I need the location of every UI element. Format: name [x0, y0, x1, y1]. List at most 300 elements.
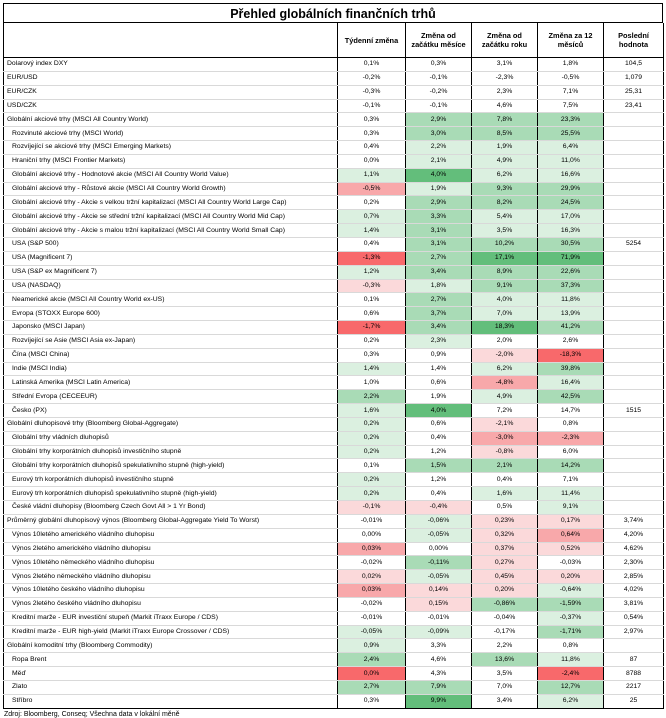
- table-row: [4, 348, 664, 362]
- ytd-change-cell: 4,9%: [472, 390, 538, 404]
- ytd-change-cell: -0,86%: [472, 597, 538, 611]
- last-value-cell: 2,97%: [604, 625, 664, 639]
- weekly-change-cell: -1,3%: [338, 251, 406, 265]
- weekly-change-cell: 0,2%: [338, 431, 406, 445]
- header-row: [4, 23, 664, 58]
- weekly-change-cell: 1,4%: [338, 224, 406, 238]
- header-12m-change: Změna za 12 měsíců: [538, 23, 604, 58]
- last-value-cell: 2,30%: [604, 556, 664, 570]
- 12m-change-cell: 6,0%: [538, 445, 604, 459]
- mtd-change-cell: 0,6%: [406, 417, 472, 431]
- row-label: Globální akciové trhy - Hodnotové akcie (MSCI All Country World Value): [4, 168, 338, 182]
- 12m-change-cell: -0,5%: [538, 71, 604, 85]
- last-value-cell: [604, 127, 664, 141]
- 12m-change-cell: 6,4%: [538, 141, 604, 155]
- 12m-change-cell: 71,9%: [538, 251, 604, 265]
- markets-table: [3, 23, 664, 709]
- table-row: [4, 210, 664, 224]
- table-row: [4, 528, 664, 542]
- table-row: [4, 71, 664, 85]
- report-container: [3, 3, 663, 718]
- header-mtd-change: Změna od začátku měsíce: [406, 23, 472, 58]
- ytd-change-cell: -2,3%: [472, 71, 538, 85]
- weekly-change-cell: 2,7%: [338, 680, 406, 694]
- ytd-change-cell: -4,8%: [472, 376, 538, 390]
- table-row: [4, 85, 664, 99]
- ytd-change-cell: 0,27%: [472, 556, 538, 570]
- 12m-change-cell: -1,71%: [538, 625, 604, 639]
- table-row: [4, 293, 664, 307]
- ytd-change-cell: 5,4%: [472, 210, 538, 224]
- row-label: Evropa (STOXX Europe 600): [4, 307, 338, 321]
- weekly-change-cell: -0,1%: [338, 501, 406, 515]
- last-value-cell: 3,74%: [604, 514, 664, 528]
- row-label: Globální akciové trhy - Akcie se střední tržní kapitalizací (MSCI All Country World Mid Cap): [4, 210, 338, 224]
- 12m-change-cell: 0,52%: [538, 542, 604, 556]
- mtd-change-cell: 3,4%: [406, 265, 472, 279]
- weekly-change-cell: -1,7%: [338, 321, 406, 335]
- weekly-change-cell: 0,2%: [338, 473, 406, 487]
- ytd-change-cell: 1,6%: [472, 487, 538, 501]
- weekly-change-cell: 0,03%: [338, 584, 406, 598]
- 12m-change-cell: 7,1%: [538, 473, 604, 487]
- weekly-change-cell: -0,02%: [338, 556, 406, 570]
- row-label: Kreditní marže - EUR investiční stupeň (Markit iTraxx Europe / CDS): [4, 611, 338, 625]
- last-value-cell: [604, 417, 664, 431]
- last-value-cell: [604, 182, 664, 196]
- weekly-change-cell: -0,1%: [338, 99, 406, 113]
- ytd-change-cell: 6,2%: [472, 362, 538, 376]
- mtd-change-cell: -0,11%: [406, 556, 472, 570]
- weekly-change-cell: 0,4%: [338, 237, 406, 251]
- source-note: Zdroj: Bloomberg, Conseq; Všechna data v lokální měně: [4, 710, 180, 718]
- last-value-cell: 23,41: [604, 99, 664, 113]
- row-label: Střední Evropa (CECEEUR): [4, 390, 338, 404]
- ytd-change-cell: -0,04%: [472, 611, 538, 625]
- row-label: Hraniční trhy (MSCI Frontier Markets): [4, 154, 338, 168]
- 12m-change-cell: 42,5%: [538, 390, 604, 404]
- ytd-change-cell: 13,6%: [472, 653, 538, 667]
- row-label: Eurový trh korporátních dluhopisů investičního stupně: [4, 473, 338, 487]
- mtd-change-cell: 4,6%: [406, 653, 472, 667]
- weekly-change-cell: 1,2%: [338, 265, 406, 279]
- mtd-change-cell: -0,1%: [406, 99, 472, 113]
- last-value-cell: [604, 321, 664, 335]
- ytd-change-cell: 2,0%: [472, 334, 538, 348]
- last-value-cell: [604, 459, 664, 473]
- last-value-cell: [604, 487, 664, 501]
- header-ytd-change: Změna od začátku roku: [472, 23, 538, 58]
- ytd-change-cell: -2,0%: [472, 348, 538, 362]
- table-row: [4, 58, 664, 72]
- ytd-change-cell: 7,2%: [472, 404, 538, 418]
- row-label: Výnos 10letého amerického vládního dluhopisu: [4, 528, 338, 542]
- weekly-change-cell: 0,03%: [338, 542, 406, 556]
- 12m-change-cell: 0,20%: [538, 570, 604, 584]
- weekly-change-cell: 0,9%: [338, 639, 406, 653]
- last-value-cell: [604, 196, 664, 210]
- weekly-change-cell: 2,2%: [338, 390, 406, 404]
- last-value-cell: 1,079: [604, 71, 664, 85]
- ytd-change-cell: -0,17%: [472, 625, 538, 639]
- row-label: Rozvíjející se Asie (MSCI Asia ex-Japan): [4, 334, 338, 348]
- weekly-change-cell: 0,2%: [338, 334, 406, 348]
- ytd-change-cell: 4,6%: [472, 99, 538, 113]
- table-row: [4, 307, 664, 321]
- weekly-change-cell: 0,1%: [338, 58, 406, 72]
- row-label: Latinská Amerika (MSCI Latin America): [4, 376, 338, 390]
- 12m-change-cell: 7,5%: [538, 99, 604, 113]
- ytd-change-cell: 2,3%: [472, 85, 538, 99]
- mtd-change-cell: 3,0%: [406, 127, 472, 141]
- ytd-change-cell: 0,32%: [472, 528, 538, 542]
- row-label: Výnos 10letého německého vládního dluhopisu: [4, 556, 338, 570]
- mtd-change-cell: 4,0%: [406, 404, 472, 418]
- last-value-cell: 2,85%: [604, 570, 664, 584]
- ytd-change-cell: 3,5%: [472, 224, 538, 238]
- ytd-change-cell: 4,0%: [472, 293, 538, 307]
- last-value-cell: [604, 113, 664, 127]
- page-title: Přehled globálních finančních trhů: [3, 3, 663, 23]
- last-value-cell: 3,81%: [604, 597, 664, 611]
- weekly-change-cell: 0,2%: [338, 196, 406, 210]
- table-row: [4, 196, 664, 210]
- ytd-change-cell: -0,8%: [472, 445, 538, 459]
- row-label: USA (S&P ex Magnificent 7): [4, 265, 338, 279]
- table-row: [4, 611, 664, 625]
- table-row: [4, 404, 664, 418]
- mtd-change-cell: -0,2%: [406, 85, 472, 99]
- row-label: Globální trhy korporátních dluhopisů investičního stupně: [4, 445, 338, 459]
- mtd-change-cell: 0,6%: [406, 376, 472, 390]
- ytd-change-cell: 17,1%: [472, 251, 538, 265]
- table-row: [4, 694, 664, 708]
- 12m-change-cell: 41,2%: [538, 321, 604, 335]
- weekly-change-cell: 0,6%: [338, 307, 406, 321]
- last-value-cell: [604, 334, 664, 348]
- weekly-change-cell: 0,3%: [338, 694, 406, 708]
- table-row: [4, 182, 664, 196]
- ytd-change-cell: 9,1%: [472, 279, 538, 293]
- weekly-change-cell: 0,4%: [338, 141, 406, 155]
- ytd-change-cell: 3,4%: [472, 694, 538, 708]
- table-row: [4, 141, 664, 155]
- ytd-change-cell: 6,2%: [472, 168, 538, 182]
- ytd-change-cell: 0,4%: [472, 473, 538, 487]
- weekly-change-cell: 0,0%: [338, 154, 406, 168]
- weekly-change-cell: 0,2%: [338, 417, 406, 431]
- ytd-change-cell: 7,8%: [472, 113, 538, 127]
- mtd-change-cell: -0,05%: [406, 528, 472, 542]
- last-value-cell: [604, 390, 664, 404]
- last-value-cell: [604, 348, 664, 362]
- row-label: Globální komoditní trhy (Bloomberg Commodity): [4, 639, 338, 653]
- ytd-change-cell: 0,23%: [472, 514, 538, 528]
- 12m-change-cell: 11,8%: [538, 653, 604, 667]
- row-label: Globální akciové trhy (MSCI All Country World): [4, 113, 338, 127]
- ytd-change-cell: 8,2%: [472, 196, 538, 210]
- ytd-change-cell: 0,45%: [472, 570, 538, 584]
- 12m-change-cell: 11,8%: [538, 293, 604, 307]
- mtd-change-cell: 3,3%: [406, 210, 472, 224]
- last-value-cell: [604, 265, 664, 279]
- header-last-value: Poslední hodnota: [604, 23, 664, 58]
- row-label: Neamerické akcie (MSCI All Country World ex-US): [4, 293, 338, 307]
- 12m-change-cell: 0,17%: [538, 514, 604, 528]
- weekly-change-cell: 1,6%: [338, 404, 406, 418]
- row-label: Globální akciové trhy - Akcie s malou tržní kapitalizací (MSCI All Country World Small Cap): [4, 224, 338, 238]
- last-value-cell: [604, 639, 664, 653]
- mtd-change-cell: 1,5%: [406, 459, 472, 473]
- last-value-cell: 1515: [604, 404, 664, 418]
- 12m-change-cell: 0,8%: [538, 639, 604, 653]
- ytd-change-cell: 3,5%: [472, 667, 538, 681]
- table-row: [4, 168, 664, 182]
- 12m-change-cell: 9,1%: [538, 501, 604, 515]
- 12m-change-cell: -1,59%: [538, 597, 604, 611]
- row-label: Globální dluhopisové trhy (Bloomberg Global-Aggregate): [4, 417, 338, 431]
- 12m-change-cell: 14,2%: [538, 459, 604, 473]
- table-row: [4, 487, 664, 501]
- weekly-change-cell: 0,02%: [338, 570, 406, 584]
- 12m-change-cell: 11,0%: [538, 154, 604, 168]
- table-row: [4, 514, 664, 528]
- last-value-cell: [604, 210, 664, 224]
- mtd-change-cell: 3,1%: [406, 224, 472, 238]
- row-label: Dolarový index DXY: [4, 58, 338, 72]
- weekly-change-cell: -0,2%: [338, 71, 406, 85]
- last-value-cell: [604, 154, 664, 168]
- table-row: [4, 473, 664, 487]
- row-label: USA (NASDAQ): [4, 279, 338, 293]
- table-row: [4, 570, 664, 584]
- table-row: [4, 639, 664, 653]
- table-row: [4, 542, 664, 556]
- table-row: [4, 597, 664, 611]
- table-row: [4, 154, 664, 168]
- row-label: Čína (MSCI China): [4, 348, 338, 362]
- mtd-change-cell: 9,9%: [406, 694, 472, 708]
- table-row: [4, 390, 664, 404]
- 12m-change-cell: -2,4%: [538, 667, 604, 681]
- 12m-change-cell: -0,37%: [538, 611, 604, 625]
- row-label: Globální trhy vládních dluhopisů: [4, 431, 338, 445]
- ytd-change-cell: 0,20%: [472, 584, 538, 598]
- weekly-change-cell: 0,1%: [338, 293, 406, 307]
- row-label: Globální akciové trhy - Akcie s velkou tržní kapitalizací (MSCI All Country World Large Cap): [4, 196, 338, 210]
- mtd-change-cell: -0,05%: [406, 570, 472, 584]
- weekly-change-cell: 1,0%: [338, 376, 406, 390]
- table-row: [4, 417, 664, 431]
- last-value-cell: 8788: [604, 667, 664, 681]
- last-value-cell: [604, 251, 664, 265]
- 12m-change-cell: 39,8%: [538, 362, 604, 376]
- table-row: [4, 224, 664, 238]
- 12m-change-cell: -0,03%: [538, 556, 604, 570]
- 12m-change-cell: 6,2%: [538, 694, 604, 708]
- ytd-change-cell: 3,1%: [472, 58, 538, 72]
- row-label: EUR/USD: [4, 71, 338, 85]
- 12m-change-cell: 11,4%: [538, 487, 604, 501]
- 12m-change-cell: -2,3%: [538, 431, 604, 445]
- mtd-change-cell: 2,2%: [406, 141, 472, 155]
- table-row: [4, 459, 664, 473]
- mtd-change-cell: 3,4%: [406, 321, 472, 335]
- ytd-change-cell: -3,0%: [472, 431, 538, 445]
- mtd-change-cell: 3,1%: [406, 237, 472, 251]
- weekly-change-cell: -0,01%: [338, 611, 406, 625]
- table-row: [4, 653, 664, 667]
- mtd-change-cell: -0,01%: [406, 611, 472, 625]
- ytd-change-cell: 9,3%: [472, 182, 538, 196]
- ytd-change-cell: 7,0%: [472, 680, 538, 694]
- last-value-cell: [604, 307, 664, 321]
- mtd-change-cell: 0,3%: [406, 58, 472, 72]
- header-weekly-change: Týdenní změna: [338, 23, 406, 58]
- weekly-change-cell: 2,4%: [338, 653, 406, 667]
- ytd-change-cell: 0,37%: [472, 542, 538, 556]
- row-label: Zlato: [4, 680, 338, 694]
- 12m-change-cell: 14,7%: [538, 404, 604, 418]
- weekly-change-cell: -0,05%: [338, 625, 406, 639]
- 12m-change-cell: 7,1%: [538, 85, 604, 99]
- table-row: [4, 501, 664, 515]
- 12m-change-cell: -18,3%: [538, 348, 604, 362]
- ytd-change-cell: 8,9%: [472, 265, 538, 279]
- weekly-change-cell: 0,1%: [338, 459, 406, 473]
- row-label: USA (S&P 500): [4, 237, 338, 251]
- table-row: [4, 556, 664, 570]
- ytd-change-cell: -2,1%: [472, 417, 538, 431]
- table-row: [4, 376, 664, 390]
- table-row: [4, 99, 664, 113]
- 12m-change-cell: 0,64%: [538, 528, 604, 542]
- row-label: Globální akciové trhy - Růstové akcie (MSCI All Country World Growth): [4, 182, 338, 196]
- last-value-cell: [604, 362, 664, 376]
- mtd-change-cell: -0,09%: [406, 625, 472, 639]
- ytd-change-cell: 2,2%: [472, 639, 538, 653]
- mtd-change-cell: 4,0%: [406, 168, 472, 182]
- last-value-cell: 25,31: [604, 85, 664, 99]
- weekly-change-cell: 0,0%: [338, 667, 406, 681]
- table-row: [4, 362, 664, 376]
- mtd-change-cell: 2,3%: [406, 334, 472, 348]
- 12m-change-cell: 2,6%: [538, 334, 604, 348]
- table-row: [4, 321, 664, 335]
- weekly-change-cell: -0,5%: [338, 182, 406, 196]
- table-row: [4, 237, 664, 251]
- weekly-change-cell: 0,00%: [338, 528, 406, 542]
- row-label: Indie (MSCI India): [4, 362, 338, 376]
- last-value-cell: 4,62%: [604, 542, 664, 556]
- weekly-change-cell: 0,7%: [338, 210, 406, 224]
- mtd-change-cell: 0,9%: [406, 348, 472, 362]
- last-value-cell: [604, 445, 664, 459]
- 12m-change-cell: 16,3%: [538, 224, 604, 238]
- row-label: České vládní dluhopisy (Bloomberg Czech Govt All > 1 Yr Bond): [4, 501, 338, 515]
- row-label: EUR/CZK: [4, 85, 338, 99]
- table-row: [4, 667, 664, 681]
- 12m-change-cell: 17,0%: [538, 210, 604, 224]
- mtd-change-cell: 1,4%: [406, 362, 472, 376]
- last-value-cell: [604, 224, 664, 238]
- ytd-change-cell: 2,1%: [472, 459, 538, 473]
- mtd-change-cell: 0,4%: [406, 431, 472, 445]
- table-row: [4, 127, 664, 141]
- last-value-cell: [604, 293, 664, 307]
- mtd-change-cell: -0,1%: [406, 71, 472, 85]
- row-label: Globální trhy korporátních dluhopisů spekulativního stupně (high-yield): [4, 459, 338, 473]
- weekly-change-cell: -0,02%: [338, 597, 406, 611]
- weekly-change-cell: 0,3%: [338, 348, 406, 362]
- last-value-cell: [604, 431, 664, 445]
- 12m-change-cell: 30,5%: [538, 237, 604, 251]
- row-label: Měď: [4, 667, 338, 681]
- header-instrument: [4, 23, 338, 58]
- row-label: Česko (PX): [4, 404, 338, 418]
- 12m-change-cell: 0,8%: [538, 417, 604, 431]
- 12m-change-cell: 37,3%: [538, 279, 604, 293]
- 12m-change-cell: 1,8%: [538, 58, 604, 72]
- mtd-change-cell: 2,7%: [406, 293, 472, 307]
- last-value-cell: 5254: [604, 237, 664, 251]
- weekly-change-cell: 0,3%: [338, 127, 406, 141]
- mtd-change-cell: 1,8%: [406, 279, 472, 293]
- table-row: [4, 625, 664, 639]
- last-value-cell: [604, 501, 664, 515]
- weekly-change-cell: 0,3%: [338, 113, 406, 127]
- mtd-change-cell: 1,2%: [406, 473, 472, 487]
- weekly-change-cell: -0,3%: [338, 279, 406, 293]
- mtd-change-cell: 1,9%: [406, 390, 472, 404]
- ytd-change-cell: 1,9%: [472, 141, 538, 155]
- mtd-change-cell: 1,2%: [406, 445, 472, 459]
- last-value-cell: [604, 168, 664, 182]
- last-value-cell: 87: [604, 653, 664, 667]
- weekly-change-cell: 1,1%: [338, 168, 406, 182]
- last-value-cell: 25: [604, 694, 664, 708]
- mtd-change-cell: 3,7%: [406, 307, 472, 321]
- table-row: [4, 279, 664, 293]
- mtd-change-cell: -0,06%: [406, 514, 472, 528]
- mtd-change-cell: 0,4%: [406, 487, 472, 501]
- weekly-change-cell: -0,01%: [338, 514, 406, 528]
- row-label: Stříbro: [4, 694, 338, 708]
- table-body: [4, 58, 664, 709]
- row-label: Výnos 2letého německého vládního dluhopisu: [4, 570, 338, 584]
- row-label: Japonsko (MSCI Japan): [4, 321, 338, 335]
- row-label: Rozvíjející se akciové trhy (MSCI Emerging Markets): [4, 141, 338, 155]
- mtd-change-cell: 2,7%: [406, 251, 472, 265]
- last-value-cell: 4,02%: [604, 584, 664, 598]
- last-value-cell: [604, 279, 664, 293]
- weekly-change-cell: 0,2%: [338, 445, 406, 459]
- last-value-cell: [604, 376, 664, 390]
- row-label: Výnos 2letého amerického vládního dluhopisu: [4, 542, 338, 556]
- ytd-change-cell: 18,3%: [472, 321, 538, 335]
- 12m-change-cell: 16,4%: [538, 376, 604, 390]
- weekly-change-cell: 0,2%: [338, 487, 406, 501]
- mtd-change-cell: 7,9%: [406, 680, 472, 694]
- last-value-cell: 4,20%: [604, 528, 664, 542]
- weekly-change-cell: -0,3%: [338, 85, 406, 99]
- row-label: Ropa Brent: [4, 653, 338, 667]
- table-row: [4, 113, 664, 127]
- last-value-cell: [604, 473, 664, 487]
- table-row: [4, 251, 664, 265]
- mtd-change-cell: 0,00%: [406, 542, 472, 556]
- mtd-change-cell: 2,1%: [406, 154, 472, 168]
